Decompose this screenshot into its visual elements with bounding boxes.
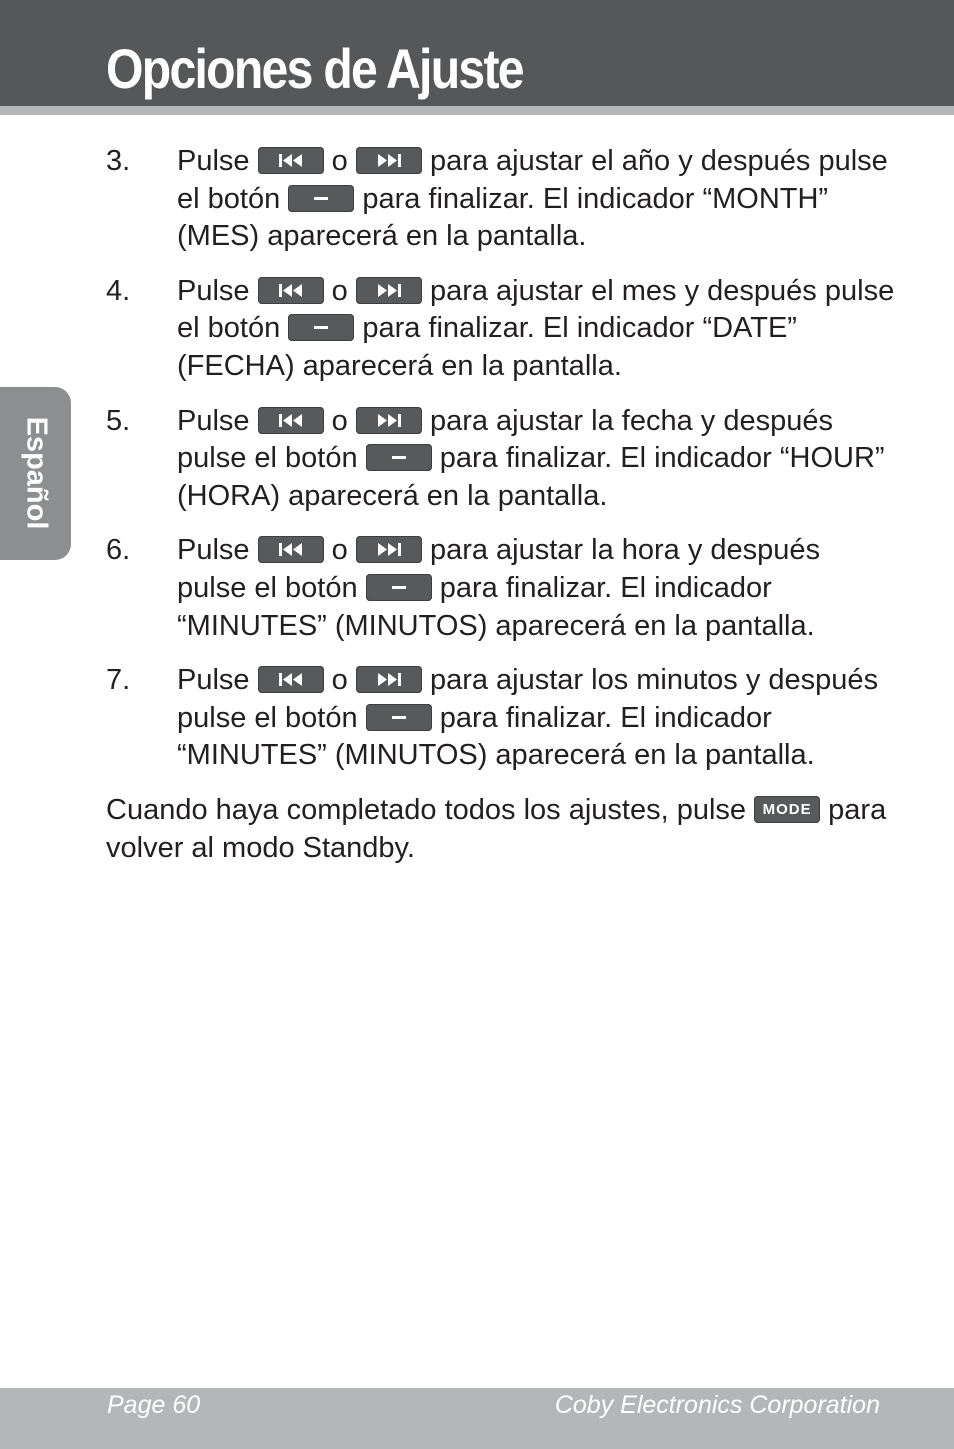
closing-text: para volver al modo Standby.	[106, 793, 887, 864]
skip-previous-icon	[258, 147, 324, 174]
skip-previous-icon	[258, 277, 324, 304]
step-number: 6.	[106, 534, 131, 567]
step-number: 3.	[106, 145, 131, 177]
step-text: Pulse	[177, 534, 250, 567]
skip-next-icon	[356, 407, 422, 434]
skip-next-button	[356, 277, 422, 304]
skip-next-icon	[356, 147, 422, 174]
confirm-button	[288, 314, 354, 341]
step-text: para finalizar. El indicador “MONTH” (MES) aparecerá en la pantalla.	[177, 182, 829, 253]
step-7	[106, 662, 896, 775]
step-number: 7.	[106, 664, 131, 697]
skip-previous-button	[258, 407, 324, 434]
skip-next-button	[356, 666, 422, 693]
skip-previous-button	[258, 536, 324, 563]
skip-previous-icon	[258, 666, 324, 693]
minus-icon	[366, 704, 432, 731]
step-text: Pulse	[177, 664, 250, 697]
instructions	[106, 143, 896, 867]
skip-previous-icon	[258, 407, 324, 434]
skip-previous-icon	[258, 536, 324, 563]
step-text: para finalizar. El indicador “HOUR” (HORA) aparecerá en la pantalla.	[177, 442, 885, 512]
step-text: Pulse	[177, 145, 250, 177]
step-text: Pulse	[177, 404, 250, 437]
skip-next-button	[356, 536, 422, 563]
step-3	[106, 143, 896, 256]
step-text: para ajustar los minutos y después pulse el botón	[177, 664, 879, 734]
step-text: para ajustar la hora y después pulse el botón	[177, 534, 821, 604]
step-text: para finalizar. El indicador “DATE” (FECHA) aparecerá en la pantalla.	[177, 312, 797, 382]
step-text: o	[331, 534, 348, 567]
step-text: o	[331, 404, 348, 437]
confirm-button	[288, 185, 354, 212]
step-text: para ajustar el mes y después pulse el botón	[177, 274, 895, 345]
minus-icon	[288, 185, 354, 212]
page-title: Opciones de Ajuste	[106, 37, 523, 100]
closing-paragraph	[106, 792, 896, 867]
confirm-button	[366, 704, 432, 731]
skip-next-icon	[356, 666, 422, 693]
skip-previous-button	[258, 277, 324, 304]
closing-text: Cuando haya completado todos los ajustes, pulse	[106, 793, 747, 826]
header-rule	[0, 106, 954, 115]
mode-button-label: MODE	[762, 800, 812, 818]
skip-next-button	[356, 147, 422, 174]
skip-next-icon	[356, 536, 422, 563]
step-text: o	[331, 145, 348, 177]
step-text: para finalizar. El indicador “MINUTES” (MINUTOS) aparecerá en la pantalla.	[177, 701, 815, 772]
step-text: o	[331, 664, 348, 697]
confirm-button	[366, 444, 432, 471]
confirm-button	[366, 574, 432, 601]
step-5	[106, 403, 896, 516]
company-name: Coby Electronics Corporation	[554, 1391, 880, 1419]
step-text: para finalizar. El indicador “MINUTES” (MINUTOS) aparecerá en la pantalla.	[177, 571, 815, 642]
skip-next-button	[356, 407, 422, 434]
mode-button	[754, 796, 820, 823]
step-text: o	[331, 274, 348, 307]
step-text: para ajustar la fecha y después pulse el botón	[177, 404, 833, 475]
step-number: 4.	[106, 274, 131, 307]
page-number: Page 60	[107, 1391, 201, 1419]
minus-icon	[366, 444, 432, 471]
minus-icon	[288, 314, 354, 341]
step-text: para ajustar el año y después pulse el botón	[177, 145, 888, 215]
minus-icon	[366, 574, 432, 601]
language-tab-label: Español	[20, 416, 53, 530]
step-6	[106, 532, 896, 645]
skip-previous-button	[258, 666, 324, 693]
skip-previous-button	[258, 147, 324, 174]
skip-next-icon	[356, 277, 422, 304]
step-number: 5.	[106, 404, 131, 437]
step-4	[106, 273, 896, 386]
step-text: Pulse	[177, 274, 250, 307]
